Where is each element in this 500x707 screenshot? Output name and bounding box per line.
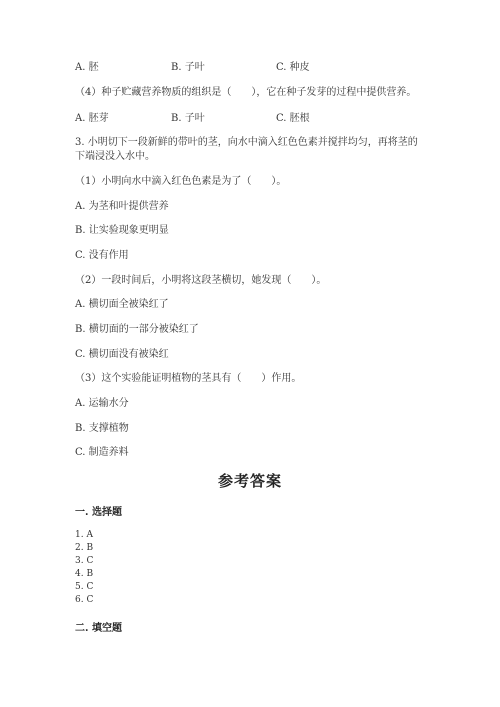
answer-item: 2. B: [75, 543, 94, 553]
option-a: A. 胚芽: [75, 113, 109, 124]
option-b: B. 子叶: [171, 62, 205, 73]
question-3-line1: 3. 小明切下一段新鲜的带叶的茎，向水中滴入红色色素并搅拌均匀，再将茎的: [75, 137, 418, 148]
option-a: A. 运输水分: [75, 398, 129, 409]
answer-key-title: 参考答案: [217, 472, 282, 490]
option-c: C. 横切面没有被染红: [75, 349, 169, 360]
option-b: B. 支撑植物: [75, 423, 129, 434]
section-heading-choice: 一. 选择题: [75, 507, 122, 518]
answer-item: 1. A: [75, 530, 93, 540]
question-4: （4）种子贮藏营养物质的组织是（ ），它在种子发芽的过程中提供营养。: [75, 87, 417, 98]
option-c: C. 制造养料: [75, 447, 129, 458]
answer-item: 5. C: [75, 582, 94, 592]
question-3-2: （2）一段时间后，小明将这段茎横切，她发现（ ）。: [75, 275, 327, 286]
question-3-1: （1）小明向水中滴入红色色素是为了（ ）。: [75, 176, 287, 187]
answer-item: 4. B: [75, 569, 94, 579]
option-b: B. 子叶: [171, 113, 205, 124]
answer-item: 6. C: [75, 595, 94, 605]
option-a: A. 胚: [75, 62, 99, 73]
option-b: B. 让实验现象更明显: [75, 225, 169, 236]
option-a: A. 为茎和叶提供营养: [75, 201, 169, 212]
question-3-3: （3）这个实验能证明植物的茎具有（ ）作用。: [75, 373, 302, 384]
option-b: B. 横切面的一部分被染红了: [75, 324, 199, 335]
option-c: C. 种皮: [276, 62, 310, 73]
option-c: C. 没有作用: [75, 250, 129, 261]
option-a: A. 横切面全被染红了: [75, 299, 169, 310]
question-3-line2: 下端浸没入水中。: [75, 151, 155, 162]
section-heading-fill: 二. 填空题: [75, 623, 122, 634]
answer-item: 3. C: [75, 556, 94, 566]
option-c: C. 胚根: [276, 113, 310, 124]
